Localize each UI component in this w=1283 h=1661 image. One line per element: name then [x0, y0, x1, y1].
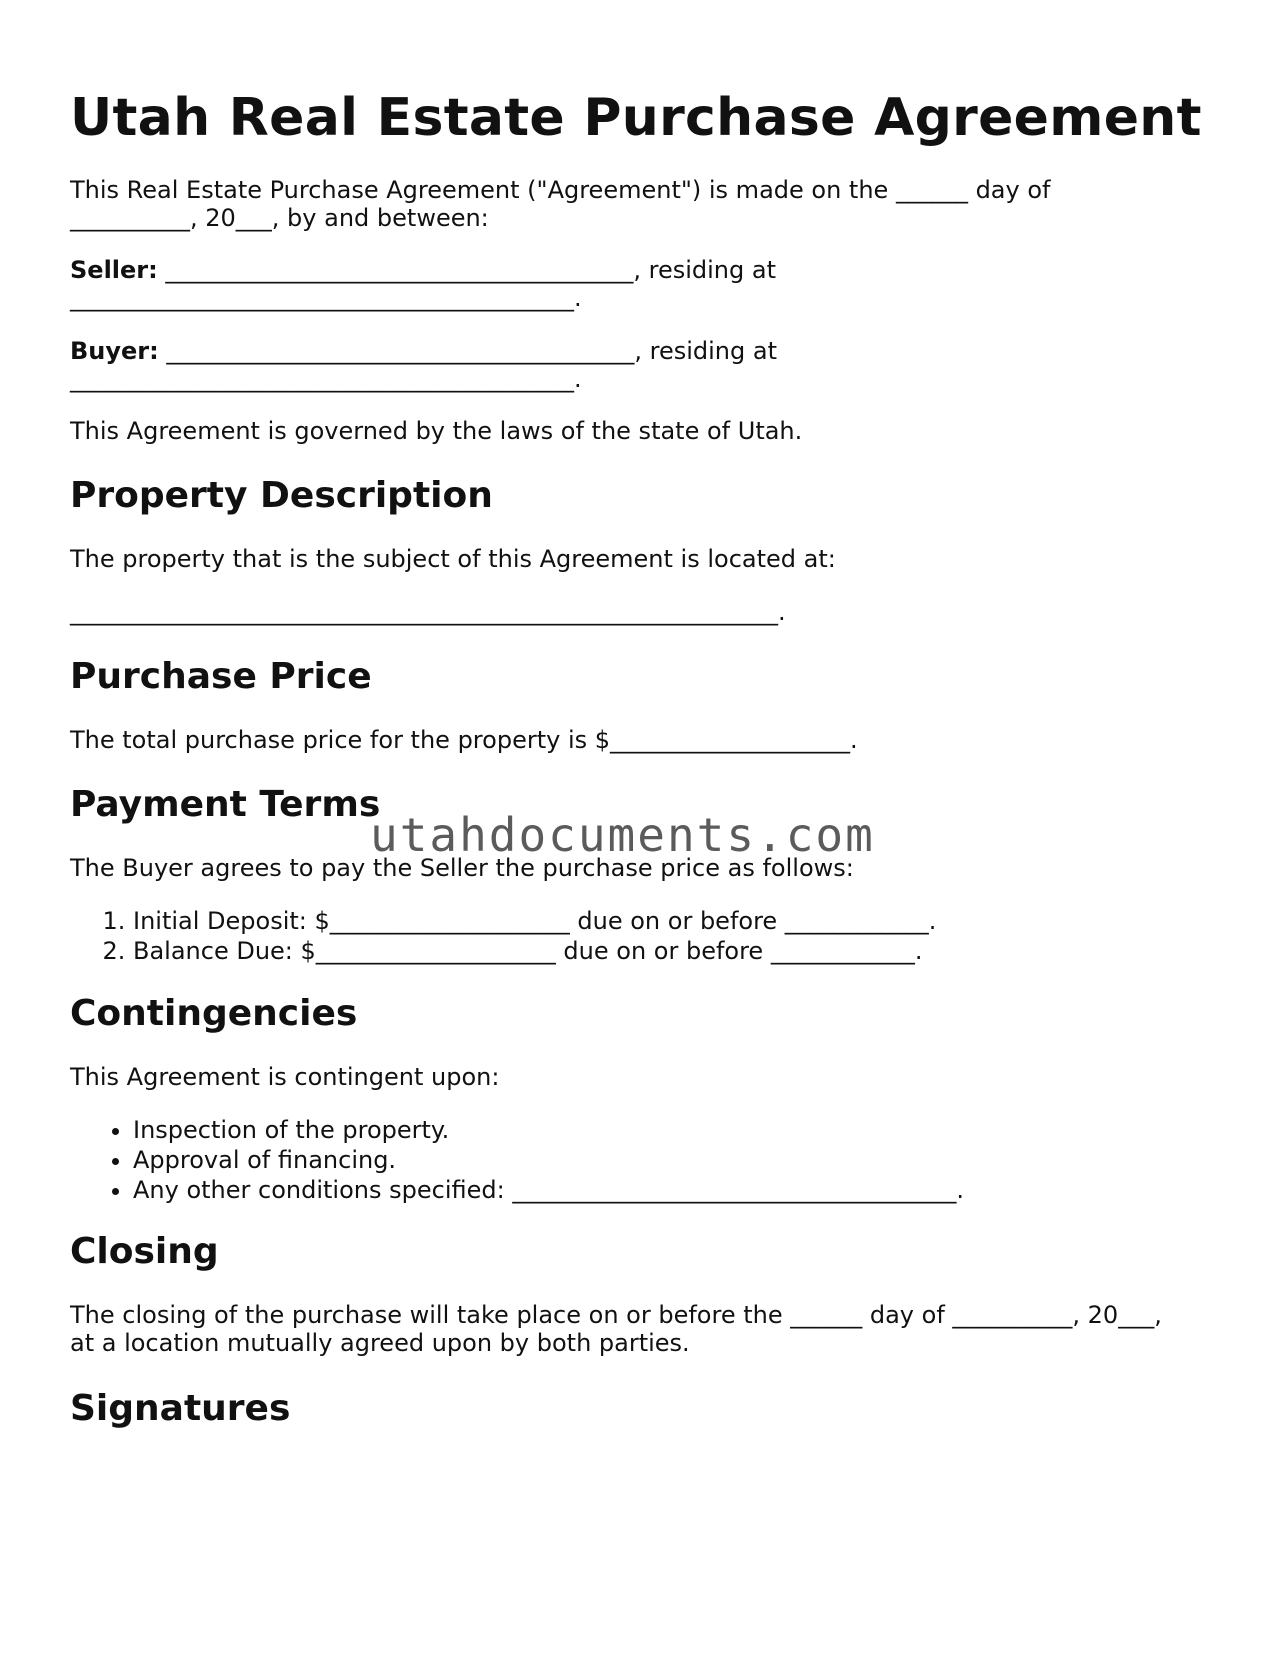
watermark-text: utahdocuments.com: [370, 808, 875, 862]
contingencies-list: [70, 1115, 964, 1205]
price-heading: Purchase Price: [70, 656, 372, 697]
intro-line-2: __________, 20___, by and between:: [70, 204, 489, 232]
contingency-other: • Any other conditions specified: _____________________________________.: [133, 1175, 964, 1205]
governing-law: This Agreement is governed by the laws of the state of Utah.: [70, 417, 803, 445]
seller-line-1: [70, 255, 776, 285]
property-address-blank: ___________________________________________________________.: [70, 598, 786, 626]
property-heading: Property Description: [70, 475, 493, 516]
buyer-address-blank: __________________________________________.: [70, 365, 582, 393]
buyer-name-blank: _______________________________________, residing at: [158, 337, 777, 365]
seller-label: Seller:: [70, 256, 158, 284]
closing-heading: Closing: [70, 1231, 219, 1272]
contingency-financing: • Approval of financing.: [133, 1145, 964, 1175]
payment-list: [70, 906, 936, 966]
signatures-heading: Signatures: [70, 1388, 291, 1429]
payment-item-balance: 2. Balance Due: $____________________ due on or before ____________.: [133, 936, 936, 966]
payment-heading: Payment Terms: [70, 784, 381, 825]
payment-item-deposit: 1. Initial Deposit: $____________________ due on or before ____________.: [133, 906, 936, 936]
buyer-label: Buyer:: [70, 337, 159, 365]
payment-text: The Buyer agrees to pay the Seller the purchase price as follows:: [70, 854, 854, 882]
document-title: Utah Real Estate Purchase Agreement: [70, 88, 1202, 148]
seller-address-blank: __________________________________________.: [70, 284, 582, 312]
contingencies-text: This Agreement is contingent upon:: [70, 1063, 500, 1091]
buyer-line-1: [70, 336, 777, 366]
price-text: The total purchase price for the property is $____________________.: [70, 726, 858, 754]
contingencies-heading: Contingencies: [70, 993, 358, 1034]
property-text: The property that is the subject of this Agreement is located at:: [70, 545, 836, 573]
contingency-inspection: • Inspection of the property.: [133, 1115, 964, 1145]
seller-name-blank: _______________________________________, residing at: [157, 256, 776, 284]
intro-line-1: This Real Estate Purchase Agreement ("Agreement") is made on the ______ day of: [70, 176, 1051, 204]
closing-line-1: The closing of the purchase will take place on or before the ______ day of __________, 20___,: [70, 1301, 1162, 1329]
closing-line-2: at a location mutually agreed upon by both parties.: [70, 1329, 690, 1357]
